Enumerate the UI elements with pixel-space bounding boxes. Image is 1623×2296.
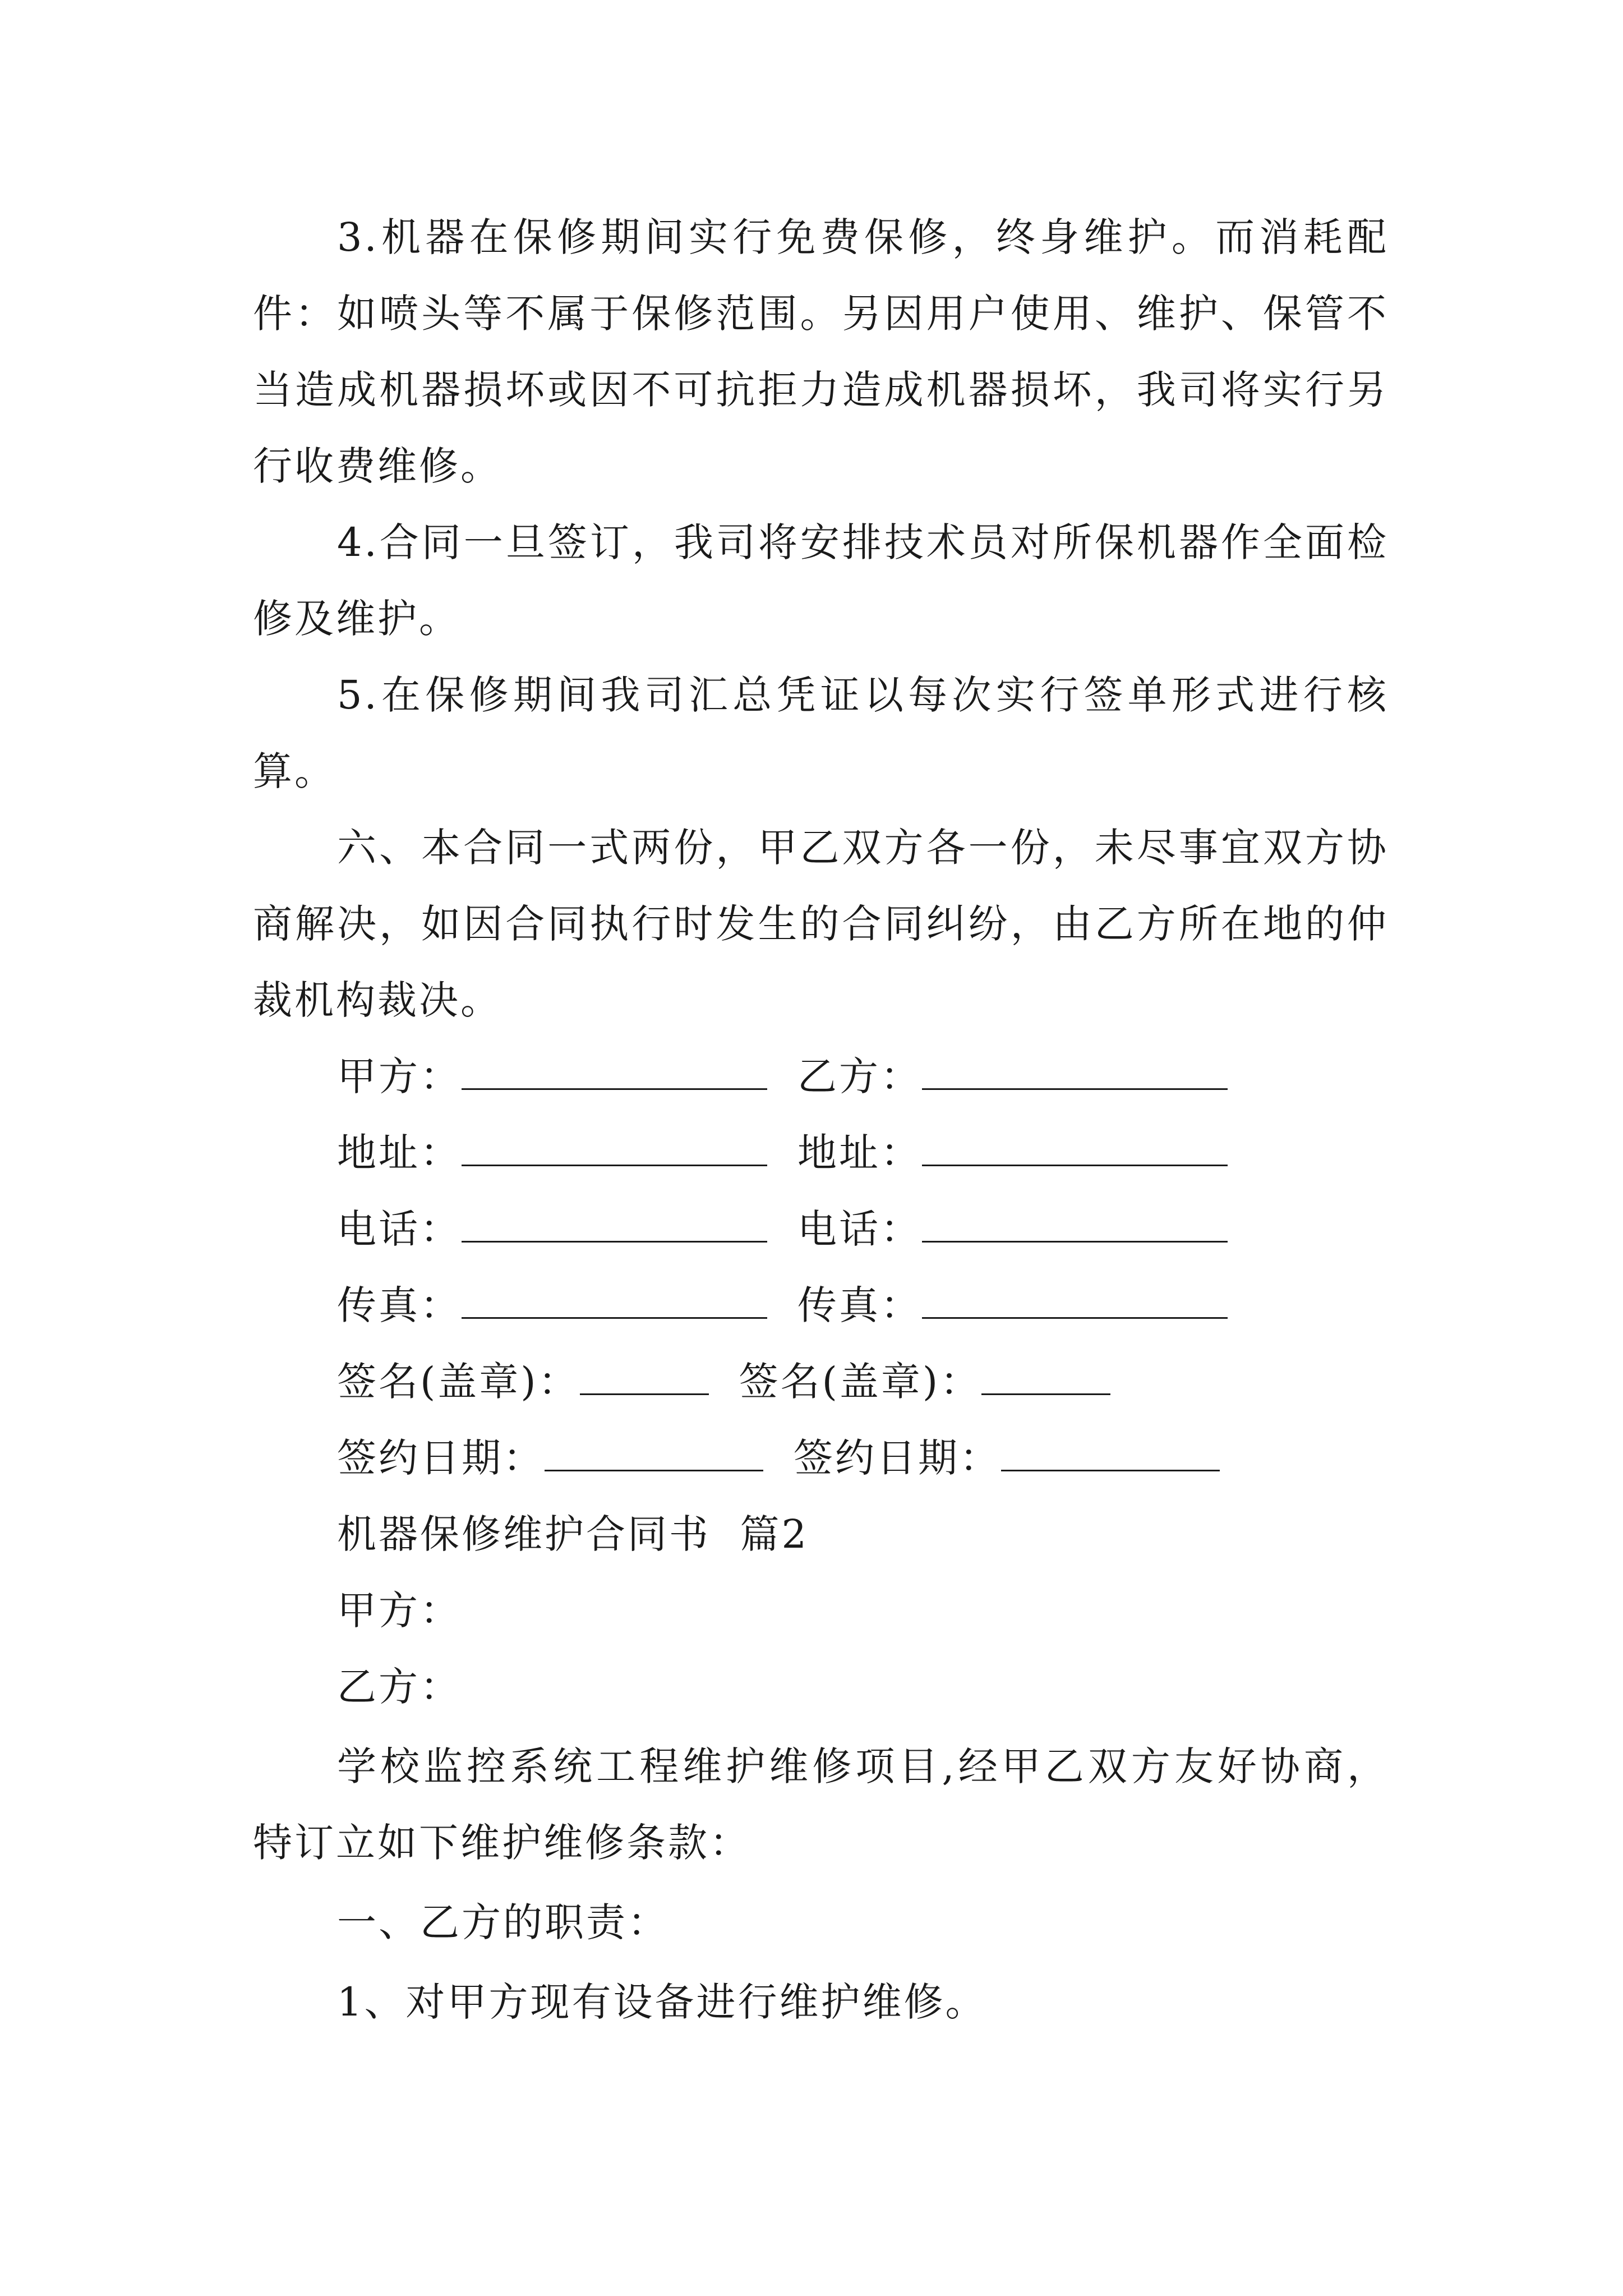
party-a-label: 甲方： [337, 1053, 462, 1099]
address-row [337, 1115, 1389, 1191]
clause-3-paragraph: 3.机器在保修期间实行免费保修，终身维护。而消耗配件：如喷头等不属于保修范围。另因用户使用、维护、保管不当造成机器损坏或因不可抗拒力造成机器损坏，我司将实行另行收费维修。 [253, 214, 1389, 489]
signature-a-label: 签名(盖章)： [337, 1359, 580, 1405]
date-b-blank[interactable] [1001, 1445, 1220, 1471]
address-a-label: 地址： [337, 1130, 462, 1176]
party-b-label: 乙方： [797, 1053, 922, 1099]
section-2-party-b: 乙方： [337, 1664, 462, 1710]
date-b-label: 签约日期： [794, 1435, 1001, 1481]
party-row [337, 1038, 1389, 1115]
signature-row [337, 1343, 1389, 1420]
phone-a-label: 电话： [337, 1206, 462, 1252]
phone-b-label: 电话： [797, 1206, 922, 1252]
date-row [337, 1420, 1389, 1496]
party-a-blank[interactable] [462, 1064, 767, 1090]
phone-b-blank[interactable] [922, 1216, 1228, 1243]
signature-b-label: 签名(盖章)： [739, 1359, 982, 1405]
fax-a-blank[interactable] [462, 1292, 767, 1319]
fax-b-label: 传真： [797, 1282, 922, 1328]
fax-row [337, 1267, 1389, 1343]
address-a-blank[interactable] [462, 1140, 767, 1166]
signature-b-blank[interactable] [981, 1369, 1110, 1395]
address-b-label: 地址： [797, 1130, 922, 1176]
clause-4-paragraph: 4.合同一旦签订，我司将安排技术员对所保机器作全面检修及维护。 [253, 519, 1389, 642]
date-a-blank[interactable] [545, 1445, 763, 1471]
fax-a-label: 传真： [337, 1282, 462, 1328]
address-b-blank[interactable] [922, 1140, 1228, 1166]
section-2-intro: 学校监控系统工程维护维修项目,经甲乙双方友好协商，特订立如下维护维修条款： [253, 1743, 1389, 1866]
section-2-heading: 一、乙方的职责： [337, 1899, 669, 1945]
section-2-item-1: 1、对甲方现有设备进行维护维修。 [337, 1979, 987, 2025]
party-b-blank[interactable] [922, 1064, 1228, 1090]
fax-b-blank[interactable] [922, 1292, 1228, 1319]
signature-a-blank[interactable] [580, 1369, 709, 1395]
document-body [253, 199, 1389, 2040]
clause-5-paragraph: 5.在保修期间我司汇总凭证以每次实行签单形式进行核算。 [253, 672, 1389, 794]
phone-a-blank[interactable] [462, 1216, 767, 1243]
section-2-party-a: 甲方： [337, 1588, 462, 1634]
date-a-label: 签约日期： [337, 1435, 545, 1481]
section-2-title: 机器保修维护合同书 篇2 [337, 1511, 809, 1557]
phone-row [337, 1191, 1389, 1267]
clause-six-paragraph: 六、本合同一式两份，甲乙双方各一份，未尽事宜双方协商解决，如因合同执行时发生的合同纠纷，由乙方所在地的仲裁机构裁决。 [253, 825, 1389, 1023]
